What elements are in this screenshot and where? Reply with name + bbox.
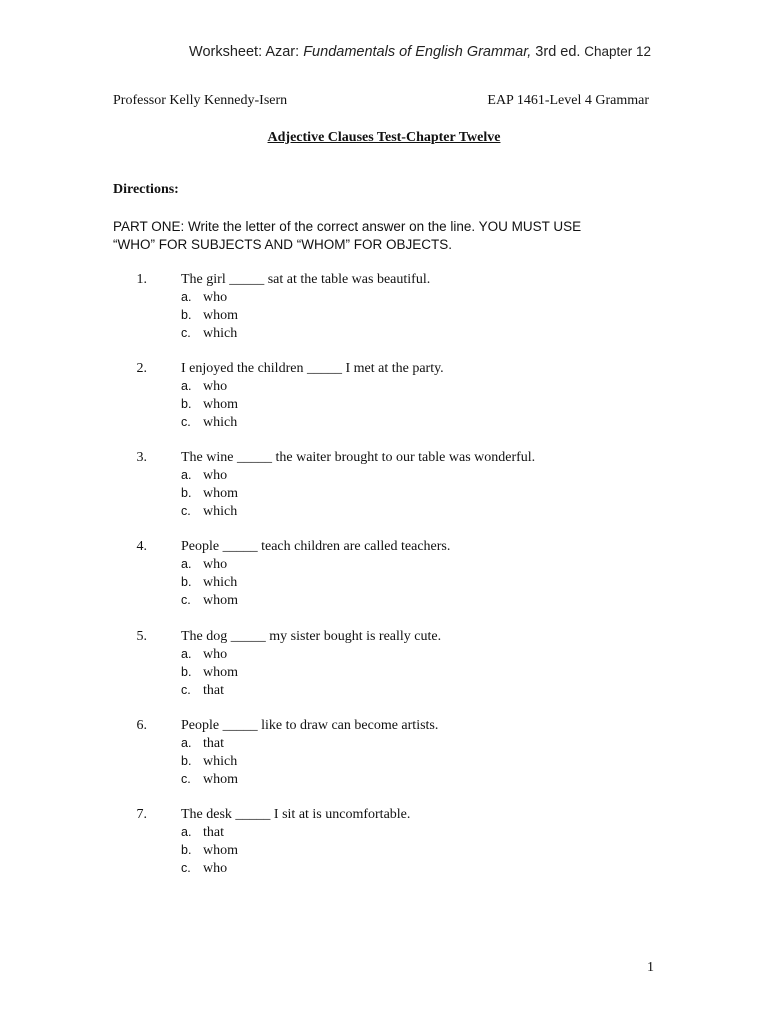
option-b: b. whom — [181, 308, 238, 323]
option-c: c. who — [181, 861, 228, 876]
option-b: b. which — [181, 754, 238, 769]
question-number: 1. — [136, 272, 147, 287]
option-a: a. that — [181, 736, 224, 751]
meta-row — [113, 93, 649, 109]
option-b: b. whom — [181, 665, 238, 680]
option-c: c. which — [181, 415, 238, 430]
question-number: 7. — [136, 807, 147, 822]
option-a: a. who — [181, 468, 228, 483]
header-chapter: Chapter 12 — [580, 44, 651, 59]
question-text: The girl _____ sat at the table was beautiful. — [181, 272, 431, 287]
professor-name: Professor Kelly Kennedy-Isern — [113, 93, 288, 108]
part-one-line-2: “WHO” FOR SUBJECTS AND “WHOM” FOR OBJECTS. — [113, 237, 452, 252]
option-c: c. whom — [181, 772, 238, 787]
option-c: c. whom — [181, 593, 238, 608]
part-one-line-1: PART ONE: Write the letter of the correct answer on the line. YOU MUST USE — [113, 219, 582, 234]
option-a: a. who — [181, 647, 228, 662]
header-edition: 3rd ed. — [531, 44, 581, 60]
option-a: a. who — [181, 290, 228, 305]
option-a: a. who — [181, 379, 228, 394]
question-number: 4. — [136, 539, 147, 554]
question-number: 3. — [136, 450, 147, 465]
option-a: a. who — [181, 557, 228, 572]
question-number: 2. — [136, 361, 147, 376]
option-b: b. whom — [181, 843, 238, 858]
header-book-title: Fundamentals of English Grammar, — [303, 44, 532, 60]
option-c: c. which — [181, 504, 238, 519]
question-text: I enjoyed the children _____ I met at the party. — [181, 361, 444, 376]
part-one-instructions — [113, 218, 633, 254]
header-prefix: Worksheet: Azar: — [189, 44, 304, 60]
option-b: b. whom — [181, 397, 238, 412]
option-c: c. which — [181, 326, 238, 341]
course-name: EAP 1461-Level 4 Grammar — [487, 93, 649, 108]
option-c: c. that — [181, 683, 224, 698]
question-text: The dog _____ my sister bought is really cute. — [181, 629, 442, 644]
question-text: People _____ like to draw can become artists. — [181, 718, 439, 733]
option-b: b. which — [181, 575, 238, 590]
option-b: b. whom — [181, 486, 238, 501]
page-number: 1 — [647, 960, 654, 975]
question-number: 6. — [136, 718, 147, 733]
worksheet-header — [189, 44, 651, 60]
option-a: a. that — [181, 825, 224, 840]
directions-label: Directions: — [113, 182, 179, 197]
question-text: People _____ teach children are called teachers. — [181, 539, 451, 554]
test-title: Adjective Clauses Test-Chapter Twelve — [267, 130, 501, 145]
question-text: The wine _____ the waiter brought to our table was wonderful. — [181, 450, 536, 465]
question-text: The desk _____ I sit at is uncomfortable. — [181, 807, 411, 822]
question-number: 5. — [136, 629, 147, 644]
